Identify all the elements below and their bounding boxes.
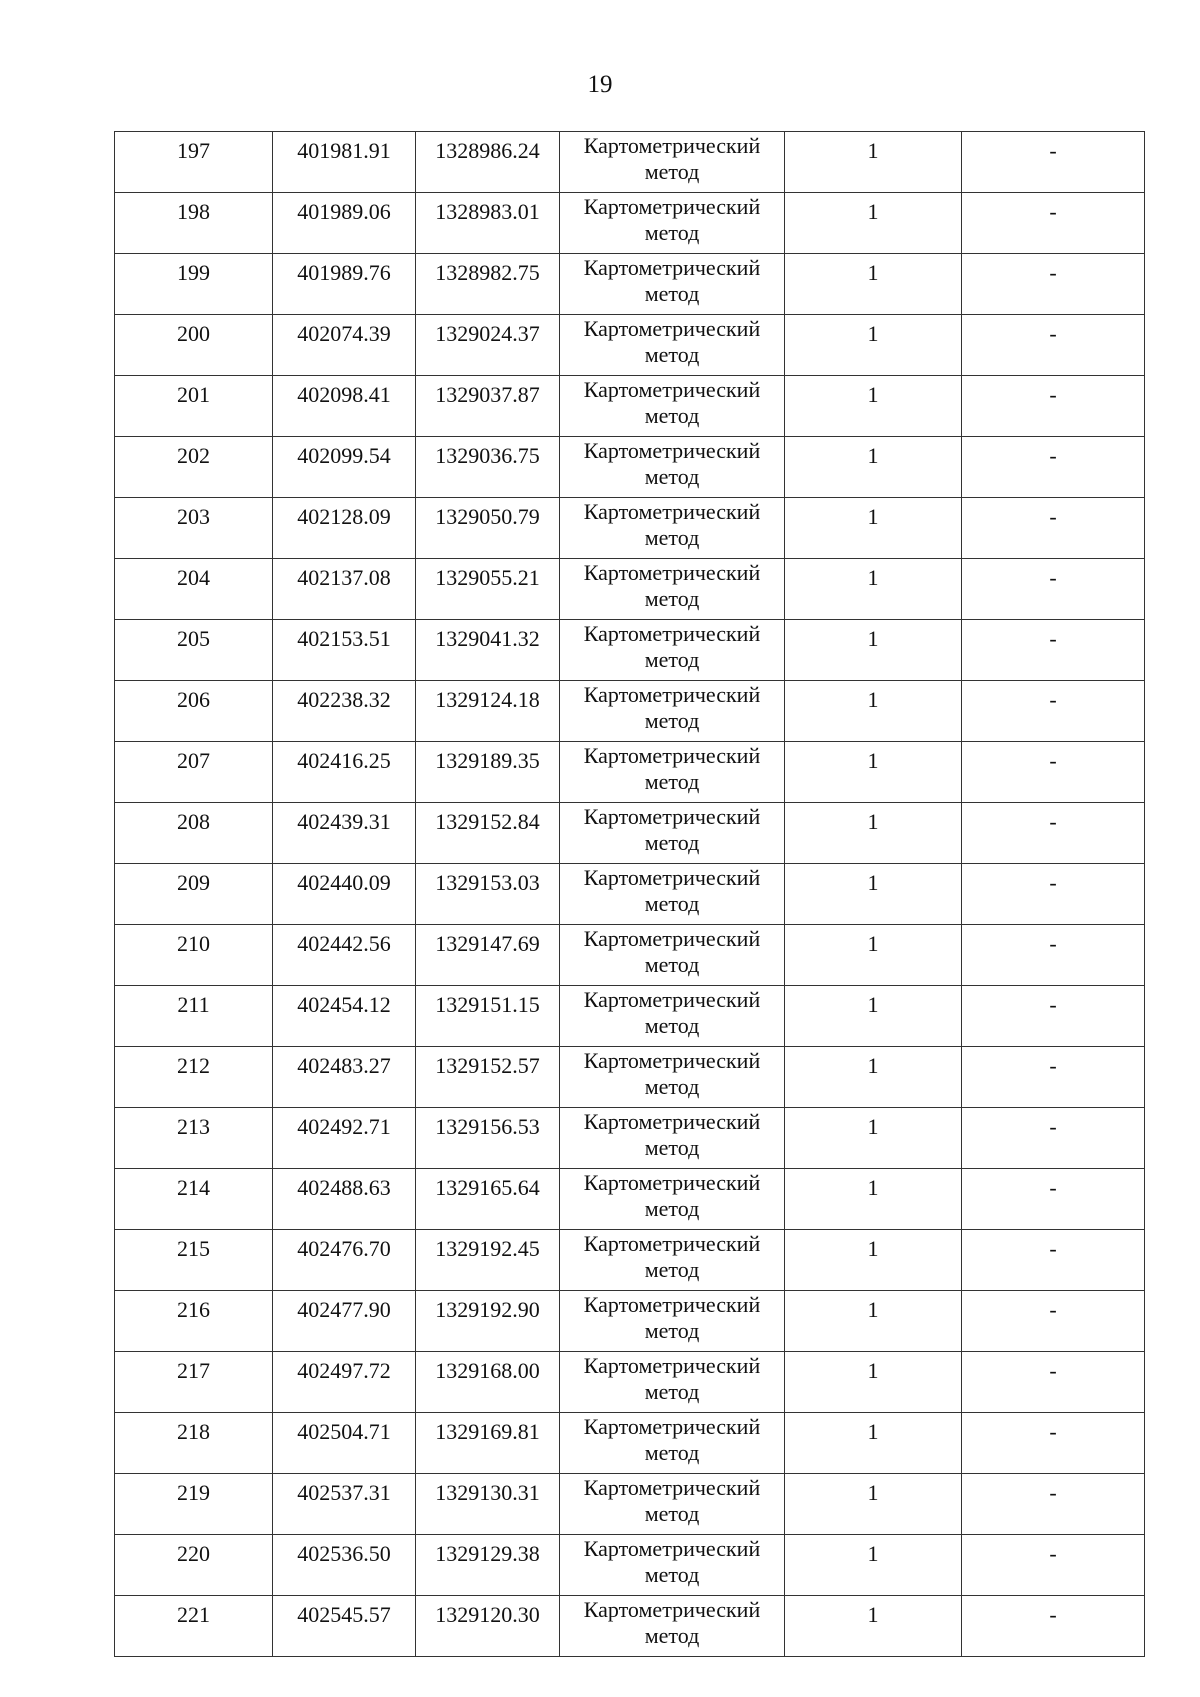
point-number-cell: 202 (115, 437, 273, 498)
method-cell (560, 1169, 785, 1230)
note-cell: - (962, 864, 1145, 925)
table-row (115, 1596, 1145, 1657)
method-line-1: Картометрический (583, 438, 761, 463)
method-cell (560, 193, 785, 254)
note-cell: - (962, 132, 1145, 193)
x-coordinate-cell: 402497.72 (273, 1352, 416, 1413)
y-coordinate-cell: 1329169.81 (416, 1413, 560, 1474)
x-coordinate-cell: 402488.63 (273, 1169, 416, 1230)
y-coordinate-cell: 1329050.79 (416, 498, 560, 559)
method-cell (560, 437, 785, 498)
x-coordinate-cell: 402492.71 (273, 1108, 416, 1169)
x-coordinate-cell: 402416.25 (273, 742, 416, 803)
x-coordinate-cell: 402476.70 (273, 1230, 416, 1291)
method-line-2: метод (644, 1318, 700, 1343)
accuracy-cell: 1 (785, 925, 962, 986)
method-line-1: Картометрический (583, 1170, 761, 1195)
accuracy-cell: 1 (785, 681, 962, 742)
accuracy-cell: 1 (785, 376, 962, 437)
accuracy-cell: 1 (785, 620, 962, 681)
x-coordinate-cell: 402440.09 (273, 864, 416, 925)
method-line-2: метод (644, 586, 700, 611)
table-row (115, 803, 1145, 864)
method-line-2: метод (644, 1440, 700, 1465)
note-cell: - (962, 254, 1145, 315)
y-coordinate-cell: 1329152.57 (416, 1047, 560, 1108)
y-coordinate-cell: 1329055.21 (416, 559, 560, 620)
note-cell: - (962, 742, 1145, 803)
method-cell (560, 1474, 785, 1535)
method-cell (560, 1108, 785, 1169)
page-number: 19 (587, 71, 613, 98)
method-line-2: метод (644, 220, 700, 245)
method-cell (560, 681, 785, 742)
method-line-1: Картометрический (583, 1414, 761, 1439)
x-coordinate-cell: 402099.54 (273, 437, 416, 498)
note-cell: - (962, 1535, 1145, 1596)
table-row (115, 376, 1145, 437)
x-coordinate-cell: 402439.31 (273, 803, 416, 864)
point-number-cell: 203 (115, 498, 273, 559)
point-number-cell: 204 (115, 559, 273, 620)
method-line-2: метод (644, 891, 700, 916)
method-cell (560, 1291, 785, 1352)
method-cell (560, 559, 785, 620)
table-row (115, 925, 1145, 986)
point-number-cell: 199 (115, 254, 273, 315)
method-line-2: метод (644, 1074, 700, 1099)
y-coordinate-cell: 1329041.32 (416, 620, 560, 681)
x-coordinate-cell: 402074.39 (273, 315, 416, 376)
method-line-2: метод (644, 464, 700, 489)
method-cell (560, 376, 785, 437)
x-coordinate-cell: 402238.32 (273, 681, 416, 742)
x-coordinate-cell: 402537.31 (273, 1474, 416, 1535)
y-coordinate-cell: 1329147.69 (416, 925, 560, 986)
method-line-2: метод (644, 159, 700, 184)
x-coordinate-cell: 402545.57 (273, 1596, 416, 1657)
note-cell: - (962, 559, 1145, 620)
note-cell: - (962, 1596, 1145, 1657)
method-line-1: Картометрический (583, 1597, 761, 1622)
y-coordinate-cell: 1329165.64 (416, 1169, 560, 1230)
table-row (115, 1047, 1145, 1108)
method-line-2: метод (644, 1013, 700, 1038)
note-cell: - (962, 681, 1145, 742)
method-cell (560, 315, 785, 376)
note-cell: - (962, 315, 1145, 376)
table-row (115, 559, 1145, 620)
note-cell: - (962, 1413, 1145, 1474)
accuracy-cell: 1 (785, 1108, 962, 1169)
method-line-1: Картометрический (583, 804, 761, 829)
note-cell: - (962, 803, 1145, 864)
point-number-cell: 201 (115, 376, 273, 437)
accuracy-cell: 1 (785, 1230, 962, 1291)
y-coordinate-cell: 1328983.01 (416, 193, 560, 254)
table-row (115, 620, 1145, 681)
method-line-2: метод (644, 1501, 700, 1526)
method-line-1: Картометрический (583, 499, 761, 524)
method-line-2: метод (644, 1196, 700, 1221)
y-coordinate-cell: 1329120.30 (416, 1596, 560, 1657)
method-line-2: метод (644, 769, 700, 794)
y-coordinate-cell: 1329192.45 (416, 1230, 560, 1291)
point-number-cell: 221 (115, 1596, 273, 1657)
note-cell: - (962, 986, 1145, 1047)
accuracy-cell: 1 (785, 742, 962, 803)
accuracy-cell: 1 (785, 1413, 962, 1474)
y-coordinate-cell: 1329024.37 (416, 315, 560, 376)
method-cell (560, 1047, 785, 1108)
table-row (115, 1108, 1145, 1169)
point-number-cell: 213 (115, 1108, 273, 1169)
x-coordinate-cell: 402504.71 (273, 1413, 416, 1474)
point-number-cell: 217 (115, 1352, 273, 1413)
accuracy-cell: 1 (785, 498, 962, 559)
accuracy-cell: 1 (785, 1291, 962, 1352)
y-coordinate-cell: 1329192.90 (416, 1291, 560, 1352)
table-row (115, 1535, 1145, 1596)
x-coordinate-cell: 402454.12 (273, 986, 416, 1047)
y-coordinate-cell: 1329156.53 (416, 1108, 560, 1169)
accuracy-cell: 1 (785, 986, 962, 1047)
note-cell: - (962, 1169, 1145, 1230)
method-cell (560, 1596, 785, 1657)
method-line-1: Картометрический (583, 377, 761, 402)
note-cell: - (962, 498, 1145, 559)
accuracy-cell: 1 (785, 803, 962, 864)
method-cell (560, 254, 785, 315)
accuracy-cell: 1 (785, 1169, 962, 1230)
method-cell (560, 1413, 785, 1474)
method-line-1: Картометрический (583, 1475, 761, 1500)
y-coordinate-cell: 1329129.38 (416, 1535, 560, 1596)
method-line-1: Картометрический (583, 1231, 761, 1256)
y-coordinate-cell: 1329037.87 (416, 376, 560, 437)
method-line-1: Картометрический (583, 743, 761, 768)
note-cell: - (962, 193, 1145, 254)
x-coordinate-cell: 402128.09 (273, 498, 416, 559)
method-cell (560, 925, 785, 986)
note-cell: - (962, 925, 1145, 986)
coordinates-table (114, 131, 1145, 1657)
y-coordinate-cell: 1329036.75 (416, 437, 560, 498)
point-number-cell: 205 (115, 620, 273, 681)
accuracy-cell: 1 (785, 254, 962, 315)
x-coordinate-cell: 402098.41 (273, 376, 416, 437)
point-number-cell: 208 (115, 803, 273, 864)
note-cell: - (962, 1291, 1145, 1352)
method-cell (560, 1352, 785, 1413)
point-number-cell: 209 (115, 864, 273, 925)
table-row (115, 681, 1145, 742)
table-row (115, 864, 1145, 925)
accuracy-cell: 1 (785, 1535, 962, 1596)
point-number-cell: 218 (115, 1413, 273, 1474)
accuracy-cell: 1 (785, 1596, 962, 1657)
method-line-2: метод (644, 708, 700, 733)
table-row (115, 132, 1145, 193)
accuracy-cell: 1 (785, 864, 962, 925)
x-coordinate-cell: 402536.50 (273, 1535, 416, 1596)
point-number-cell: 212 (115, 1047, 273, 1108)
accuracy-cell: 1 (785, 437, 962, 498)
point-number-cell: 198 (115, 193, 273, 254)
note-cell: - (962, 620, 1145, 681)
method-line-2: метод (644, 952, 700, 977)
method-line-2: метод (644, 1257, 700, 1282)
accuracy-cell: 1 (785, 315, 962, 376)
method-cell (560, 986, 785, 1047)
method-line-1: Картометрический (583, 1048, 761, 1073)
table-row (115, 1230, 1145, 1291)
method-line-1: Картометрический (583, 682, 761, 707)
point-number-cell: 200 (115, 315, 273, 376)
x-coordinate-cell: 402483.27 (273, 1047, 416, 1108)
y-coordinate-cell: 1328982.75 (416, 254, 560, 315)
point-number-cell: 207 (115, 742, 273, 803)
point-number-cell: 215 (115, 1230, 273, 1291)
y-coordinate-cell: 1329151.15 (416, 986, 560, 1047)
point-number-cell: 197 (115, 132, 273, 193)
method-cell (560, 498, 785, 559)
method-cell (560, 1230, 785, 1291)
x-coordinate-cell: 401981.91 (273, 132, 416, 193)
accuracy-cell: 1 (785, 193, 962, 254)
method-line-1: Картометрический (583, 865, 761, 890)
method-cell (560, 742, 785, 803)
method-line-2: метод (644, 281, 700, 306)
point-number-cell: 210 (115, 925, 273, 986)
table-row (115, 315, 1145, 376)
x-coordinate-cell: 402442.56 (273, 925, 416, 986)
point-number-cell: 216 (115, 1291, 273, 1352)
note-cell: - (962, 437, 1145, 498)
method-cell (560, 864, 785, 925)
table-row (115, 1291, 1145, 1352)
method-line-2: метод (644, 1562, 700, 1587)
note-cell: - (962, 1047, 1145, 1108)
method-line-1: Картометрический (583, 316, 761, 341)
y-coordinate-cell: 1329152.84 (416, 803, 560, 864)
y-coordinate-cell: 1329189.35 (416, 742, 560, 803)
accuracy-cell: 1 (785, 1474, 962, 1535)
table-row (115, 986, 1145, 1047)
table-row (115, 437, 1145, 498)
method-line-1: Картометрический (583, 133, 761, 158)
point-number-cell: 214 (115, 1169, 273, 1230)
method-line-2: метод (644, 1623, 700, 1648)
method-line-1: Картометрический (583, 987, 761, 1012)
note-cell: - (962, 1230, 1145, 1291)
y-coordinate-cell: 1329153.03 (416, 864, 560, 925)
table-row (115, 1352, 1145, 1413)
method-line-1: Картометрический (583, 1109, 761, 1134)
method-line-1: Картометрический (583, 926, 761, 951)
y-coordinate-cell: 1329130.31 (416, 1474, 560, 1535)
table-row (115, 254, 1145, 315)
table-row (115, 742, 1145, 803)
point-number-cell: 219 (115, 1474, 273, 1535)
x-coordinate-cell: 402477.90 (273, 1291, 416, 1352)
table-row (115, 1413, 1145, 1474)
x-coordinate-cell: 402153.51 (273, 620, 416, 681)
method-line-2: метод (644, 1135, 700, 1160)
method-line-1: Картометрический (583, 560, 761, 585)
table-row (115, 193, 1145, 254)
method-line-1: Картометрический (583, 1292, 761, 1317)
table-row (115, 498, 1145, 559)
method-line-2: метод (644, 403, 700, 428)
accuracy-cell: 1 (785, 559, 962, 620)
note-cell: - (962, 1352, 1145, 1413)
method-line-2: метод (644, 647, 700, 672)
method-line-1: Картометрический (583, 1353, 761, 1378)
table-row (115, 1474, 1145, 1535)
method-cell (560, 803, 785, 864)
coordinates-table-body (115, 132, 1145, 1657)
method-cell (560, 132, 785, 193)
method-line-2: метод (644, 830, 700, 855)
accuracy-cell: 1 (785, 1047, 962, 1108)
table-row (115, 1169, 1145, 1230)
y-coordinate-cell: 1329124.18 (416, 681, 560, 742)
accuracy-cell: 1 (785, 132, 962, 193)
method-line-1: Картометрический (583, 255, 761, 280)
method-cell (560, 1535, 785, 1596)
method-line-1: Картометрический (583, 1536, 761, 1561)
x-coordinate-cell: 402137.08 (273, 559, 416, 620)
x-coordinate-cell: 401989.76 (273, 254, 416, 315)
method-line-2: метод (644, 1379, 700, 1404)
note-cell: - (962, 1474, 1145, 1535)
method-line-1: Картометрический (583, 194, 761, 219)
x-coordinate-cell: 401989.06 (273, 193, 416, 254)
method-cell (560, 620, 785, 681)
method-line-1: Картометрический (583, 621, 761, 646)
point-number-cell: 211 (115, 986, 273, 1047)
method-line-2: метод (644, 342, 700, 367)
note-cell: - (962, 1108, 1145, 1169)
point-number-cell: 206 (115, 681, 273, 742)
point-number-cell: 220 (115, 1535, 273, 1596)
accuracy-cell: 1 (785, 1352, 962, 1413)
method-line-2: метод (644, 525, 700, 550)
note-cell: - (962, 376, 1145, 437)
y-coordinate-cell: 1328986.24 (416, 132, 560, 193)
y-coordinate-cell: 1329168.00 (416, 1352, 560, 1413)
